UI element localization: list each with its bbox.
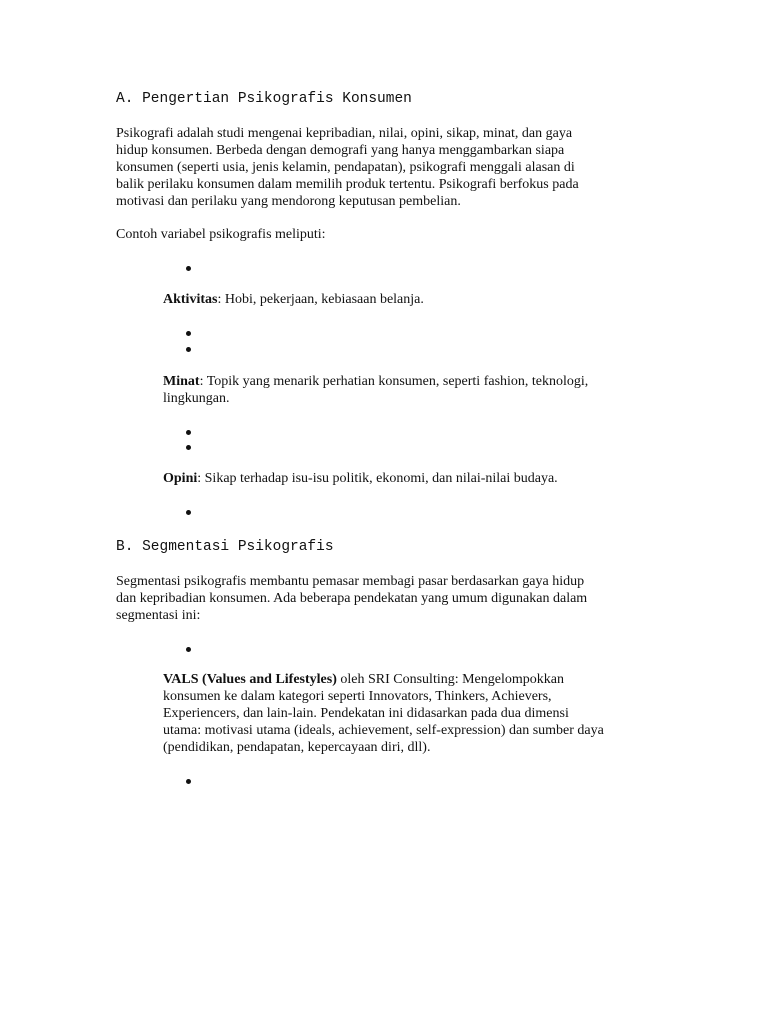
bullet-marker	[185, 443, 193, 451]
section-a-intro-paragraph	[116, 125, 656, 210]
bullet-marker	[185, 428, 193, 436]
list-item-term: Opini	[163, 471, 198, 486]
paragraph-line: Segmentasi psikografis membantu pemasar membagi pasar berdasarkan gaya hidup	[116, 574, 585, 589]
list-item-description: : Sikap terhadap isu-isu politik, ekonomi, dan nilai-nilai budaya.	[197, 471, 558, 486]
paragraph-line: konsumen (seperti usia, jenis kelamin, pendapatan), psikografi menggali alasan di	[116, 160, 575, 175]
list-item-term: Minat	[163, 374, 200, 389]
paragraph-line: Psikografi adalah studi mengenai kepribadian, nilai, opini, sikap, minat, dan gaya	[116, 126, 573, 141]
list-item-term: Aktivitas	[163, 292, 218, 307]
paragraph-line: motivasi dan perilaku yang mendorong keputusan pembelian.	[116, 194, 461, 209]
section-a-heading: A. Pengertian Psikografis Konsumen	[116, 91, 412, 107]
list-item-description: oleh SRI Consulting: Mengelompokkan	[336, 672, 564, 687]
bullet-marker	[185, 345, 193, 353]
list-item-minat	[163, 373, 663, 407]
paragraph-line: dan kepribadian konsumen. Ada beberapa pendekatan yang umum digunakan dalam	[116, 591, 588, 606]
bullet-marker	[185, 508, 193, 516]
paragraph-line: balik perilaku konsumen dalam memilih produk tertentu. Psikografi berfokus pada	[116, 177, 579, 192]
bullet-marker	[185, 777, 193, 785]
list-item-description: : Hobi, pekerjaan, kebiasaan belanja.	[217, 292, 424, 307]
bullet-marker	[185, 329, 193, 337]
list-item-description: : Topik yang menarik perhatian konsumen, seperti fashion, teknologi,	[199, 374, 589, 389]
list-item-description-continued: lingkungan.	[163, 391, 230, 406]
list-item-description-continued: Experiencers, dan lain-lain. Pendekatan ini didasarkan pada dua dimensi	[163, 706, 569, 721]
list-item-opini	[163, 470, 663, 487]
bullet-marker	[185, 264, 193, 272]
list-item-description-continued: utama: motivasi utama (ideals, achievement, self-expression) dan sumber daya	[163, 723, 604, 738]
paragraph-line: hidup konsumen. Berbeda dengan demografi yang hanya menggambarkan siapa	[116, 143, 565, 158]
list-item-aktivitas	[163, 291, 663, 308]
list-item-term: VALS (Values and Lifestyles)	[163, 672, 337, 687]
bullet-marker	[185, 645, 193, 653]
section-b-intro-paragraph	[116, 573, 656, 624]
list-item-vals	[163, 671, 663, 756]
variables-intro-text: Contoh variabel psikografis meliputi:	[116, 227, 326, 242]
list-item-description-continued: (pendidikan, pendapatan, kepercayaan diri, dll).	[163, 740, 431, 755]
list-item-description-continued: konsumen ke dalam kategori seperti Innovators, Thinkers, Achievers,	[163, 689, 552, 704]
section-b-heading: B. Segmentasi Psikografis	[116, 539, 334, 555]
paragraph-line: segmentasi ini:	[116, 608, 201, 623]
